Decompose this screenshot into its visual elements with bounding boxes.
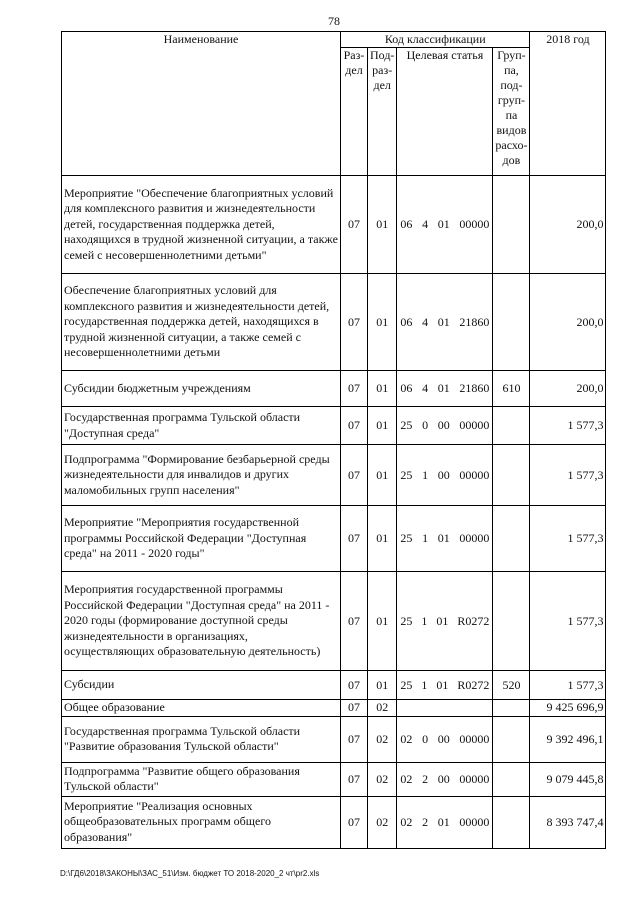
row-amount: 1 577,3 bbox=[530, 572, 606, 671]
row-podrazdel: 01 bbox=[368, 176, 397, 274]
target-event: 00 bbox=[437, 771, 450, 786]
row-target bbox=[397, 572, 493, 671]
target-subprogram: 1 bbox=[421, 677, 428, 692]
row-razdel: 07 bbox=[341, 572, 368, 671]
row-target bbox=[397, 445, 493, 506]
table-header bbox=[62, 32, 606, 176]
target-subprogram: 4 bbox=[422, 381, 429, 395]
target-program: 25 bbox=[400, 467, 413, 482]
target-subprogram: 4 bbox=[422, 314, 429, 329]
table-row bbox=[62, 716, 606, 762]
row-name: Подпрограмма "Развитие общего образования Тульской области" bbox=[62, 762, 341, 796]
row-group bbox=[493, 716, 530, 762]
row-amount: 1 577,3 bbox=[530, 506, 606, 572]
target-program: 25 bbox=[400, 677, 413, 692]
target-program: 25 bbox=[400, 418, 413, 432]
row-group bbox=[493, 407, 530, 445]
file-path-footer: D:\ГД6\2018\ЗАКОНЫ\ЗАС_51\Изм. бюджет ТО 2018-2020_2 чт\pr2.xls bbox=[60, 869, 320, 878]
row-amount: 1 577,3 bbox=[530, 445, 606, 506]
row-target bbox=[397, 700, 493, 717]
target-subprogram: 0 bbox=[422, 731, 429, 746]
target-event: 01 bbox=[436, 613, 449, 628]
target-direction: 21860 bbox=[459, 314, 490, 329]
row-podrazdel: 02 bbox=[368, 796, 397, 848]
row-group bbox=[493, 506, 530, 572]
table-row bbox=[62, 274, 606, 371]
target-direction: R0272 bbox=[457, 613, 490, 628]
target-direction: R0272 bbox=[457, 677, 490, 692]
row-amount: 1 577,3 bbox=[530, 407, 606, 445]
target-event: 01 bbox=[437, 314, 450, 329]
row-group: 520 bbox=[493, 671, 530, 700]
target-event: 01 bbox=[437, 814, 450, 829]
row-amount: 9 392 496,1 bbox=[530, 716, 606, 762]
target-direction: 00000 bbox=[459, 467, 490, 482]
row-name: Субсидии bbox=[62, 671, 341, 700]
row-group bbox=[493, 274, 530, 371]
row-razdel: 07 bbox=[341, 371, 368, 407]
row-amount: 200,0 bbox=[530, 176, 606, 274]
target-direction: 00000 bbox=[459, 531, 490, 545]
target-subprogram: 4 bbox=[422, 217, 429, 231]
table-row bbox=[62, 796, 606, 848]
budget-table bbox=[61, 31, 606, 849]
row-target bbox=[397, 407, 493, 445]
target-program: 25 bbox=[400, 613, 413, 628]
row-target bbox=[397, 176, 493, 274]
row-razdel: 07 bbox=[341, 700, 368, 717]
row-amount: 1 577,3 bbox=[530, 671, 606, 700]
row-target bbox=[397, 506, 493, 572]
table-row bbox=[62, 506, 606, 572]
target-program: 02 bbox=[400, 771, 413, 786]
table-row bbox=[62, 700, 606, 717]
row-razdel: 07 bbox=[341, 274, 368, 371]
row-target bbox=[397, 671, 493, 700]
row-group bbox=[493, 445, 530, 506]
header-podrazdel: Под- раз- дел bbox=[368, 48, 397, 176]
target-program: 06 bbox=[400, 314, 413, 329]
row-amount: 8 393 747,4 bbox=[530, 796, 606, 848]
row-podrazdel: 01 bbox=[368, 274, 397, 371]
row-name: Государственная программа Тульской области "Развитие образования Тульской области" bbox=[62, 716, 341, 762]
row-name: Субсидии бюджетным учреждениям bbox=[62, 371, 341, 407]
row-name: Мероприятие "Реализация основных общеобразовательных программ общего образования" bbox=[62, 796, 341, 848]
target-program: 06 bbox=[400, 217, 413, 231]
row-group bbox=[493, 176, 530, 274]
target-subprogram: 1 bbox=[422, 531, 429, 545]
row-name: Мероприятие "Обеспечение благоприятных условий для комплексного развития и жизнедеятельности детей, государственная поддержка детей, находящихся в трудной жизненной ситуации, а также семей с несовершеннолетними детьми" bbox=[62, 176, 341, 274]
target-direction: 00000 bbox=[459, 731, 490, 746]
table-body bbox=[62, 176, 606, 849]
row-name: Подпрограмма "Формирование безбарьерной среды жизнедеятельности для инвалидов и других маломобильных групп населения" bbox=[62, 445, 341, 506]
row-podrazdel: 01 bbox=[368, 506, 397, 572]
row-razdel: 07 bbox=[341, 176, 368, 274]
row-target bbox=[397, 274, 493, 371]
table-row bbox=[62, 762, 606, 796]
target-event: 00 bbox=[437, 467, 450, 482]
target-subprogram: 0 bbox=[422, 418, 429, 432]
target-direction: 00000 bbox=[459, 771, 490, 786]
target-program: 25 bbox=[400, 531, 413, 545]
target-direction: 00000 bbox=[459, 814, 490, 829]
target-subprogram: 1 bbox=[422, 467, 429, 482]
target-event: 01 bbox=[437, 381, 450, 395]
row-podrazdel: 01 bbox=[368, 671, 397, 700]
page-number: 78 bbox=[328, 14, 340, 28]
target-event: 01 bbox=[437, 217, 450, 231]
row-razdel: 07 bbox=[341, 407, 368, 445]
row-target bbox=[397, 796, 493, 848]
row-razdel: 07 bbox=[341, 671, 368, 700]
row-razdel: 07 bbox=[341, 716, 368, 762]
target-direction: 21860 bbox=[459, 381, 490, 395]
row-podrazdel: 01 bbox=[368, 445, 397, 506]
target-subprogram: 1 bbox=[421, 613, 428, 628]
table-row bbox=[62, 176, 606, 274]
target-program: 06 bbox=[400, 381, 413, 395]
target-event: 00 bbox=[437, 418, 450, 432]
row-podrazdel: 01 bbox=[368, 407, 397, 445]
row-razdel: 07 bbox=[341, 506, 368, 572]
row-podrazdel: 01 bbox=[368, 371, 397, 407]
row-name: Государственная программа Тульской области "Доступная среда" bbox=[62, 407, 341, 445]
target-subprogram: 2 bbox=[422, 771, 429, 786]
row-podrazdel: 01 bbox=[368, 572, 397, 671]
table-row bbox=[62, 671, 606, 700]
target-direction: 00000 bbox=[459, 418, 490, 432]
row-amount: 9 425 696,9 bbox=[530, 700, 606, 717]
row-amount: 200,0 bbox=[530, 371, 606, 407]
row-podrazdel: 02 bbox=[368, 700, 397, 717]
target-subprogram: 2 bbox=[422, 814, 429, 829]
header-name: Наименование bbox=[62, 32, 341, 176]
row-amount: 9 079 445,8 bbox=[530, 762, 606, 796]
table-row bbox=[62, 407, 606, 445]
row-razdel: 07 bbox=[341, 796, 368, 848]
header-group: Груп- па, под- груп- па видов расхо- дов bbox=[493, 48, 530, 176]
row-name: Мероприятия государственной программы Российской Федерации "Доступная среда" на 2011 - 2020 годы (формирование доступной среды жизнедеятельности в организациях, осуществляющих образовательную деятельность) bbox=[62, 572, 341, 671]
row-name: Общее образование bbox=[62, 700, 341, 717]
row-group bbox=[493, 796, 530, 848]
target-event: 01 bbox=[437, 531, 450, 545]
header-target: Целевая статья bbox=[397, 48, 493, 176]
header-razdel: Раз- дел bbox=[341, 48, 368, 176]
row-name: Мероприятие "Мероприятия государственной программы Российской Федерации "Доступная среда" на 2011 - 2020 годы" bbox=[62, 506, 341, 572]
row-podrazdel: 02 bbox=[368, 762, 397, 796]
target-event: 01 bbox=[436, 677, 449, 692]
row-razdel: 07 bbox=[341, 445, 368, 506]
row-target bbox=[397, 762, 493, 796]
header-year: 2018 год bbox=[530, 32, 606, 176]
table-row bbox=[62, 572, 606, 671]
row-group bbox=[493, 572, 530, 671]
row-razdel: 07 bbox=[341, 762, 368, 796]
target-program: 02 bbox=[400, 814, 413, 829]
row-name: Обеспечение благоприятных условий для комплексного развития и жизнедеятельности детей, государственная поддержка детей, находящихся в трудной жизненной ситуации, а также семей с несовершеннолетними детьми bbox=[62, 274, 341, 371]
target-program: 02 bbox=[400, 731, 413, 746]
row-group: 610 bbox=[493, 371, 530, 407]
row-target bbox=[397, 716, 493, 762]
row-podrazdel: 02 bbox=[368, 716, 397, 762]
row-target bbox=[397, 371, 493, 407]
target-direction: 00000 bbox=[459, 217, 490, 231]
row-amount: 200,0 bbox=[530, 274, 606, 371]
table-row bbox=[62, 371, 606, 407]
target-event: 00 bbox=[437, 731, 450, 746]
row-group bbox=[493, 700, 530, 717]
header-code-group: Код классификации bbox=[341, 32, 530, 48]
table-row bbox=[62, 445, 606, 506]
row-group bbox=[493, 762, 530, 796]
